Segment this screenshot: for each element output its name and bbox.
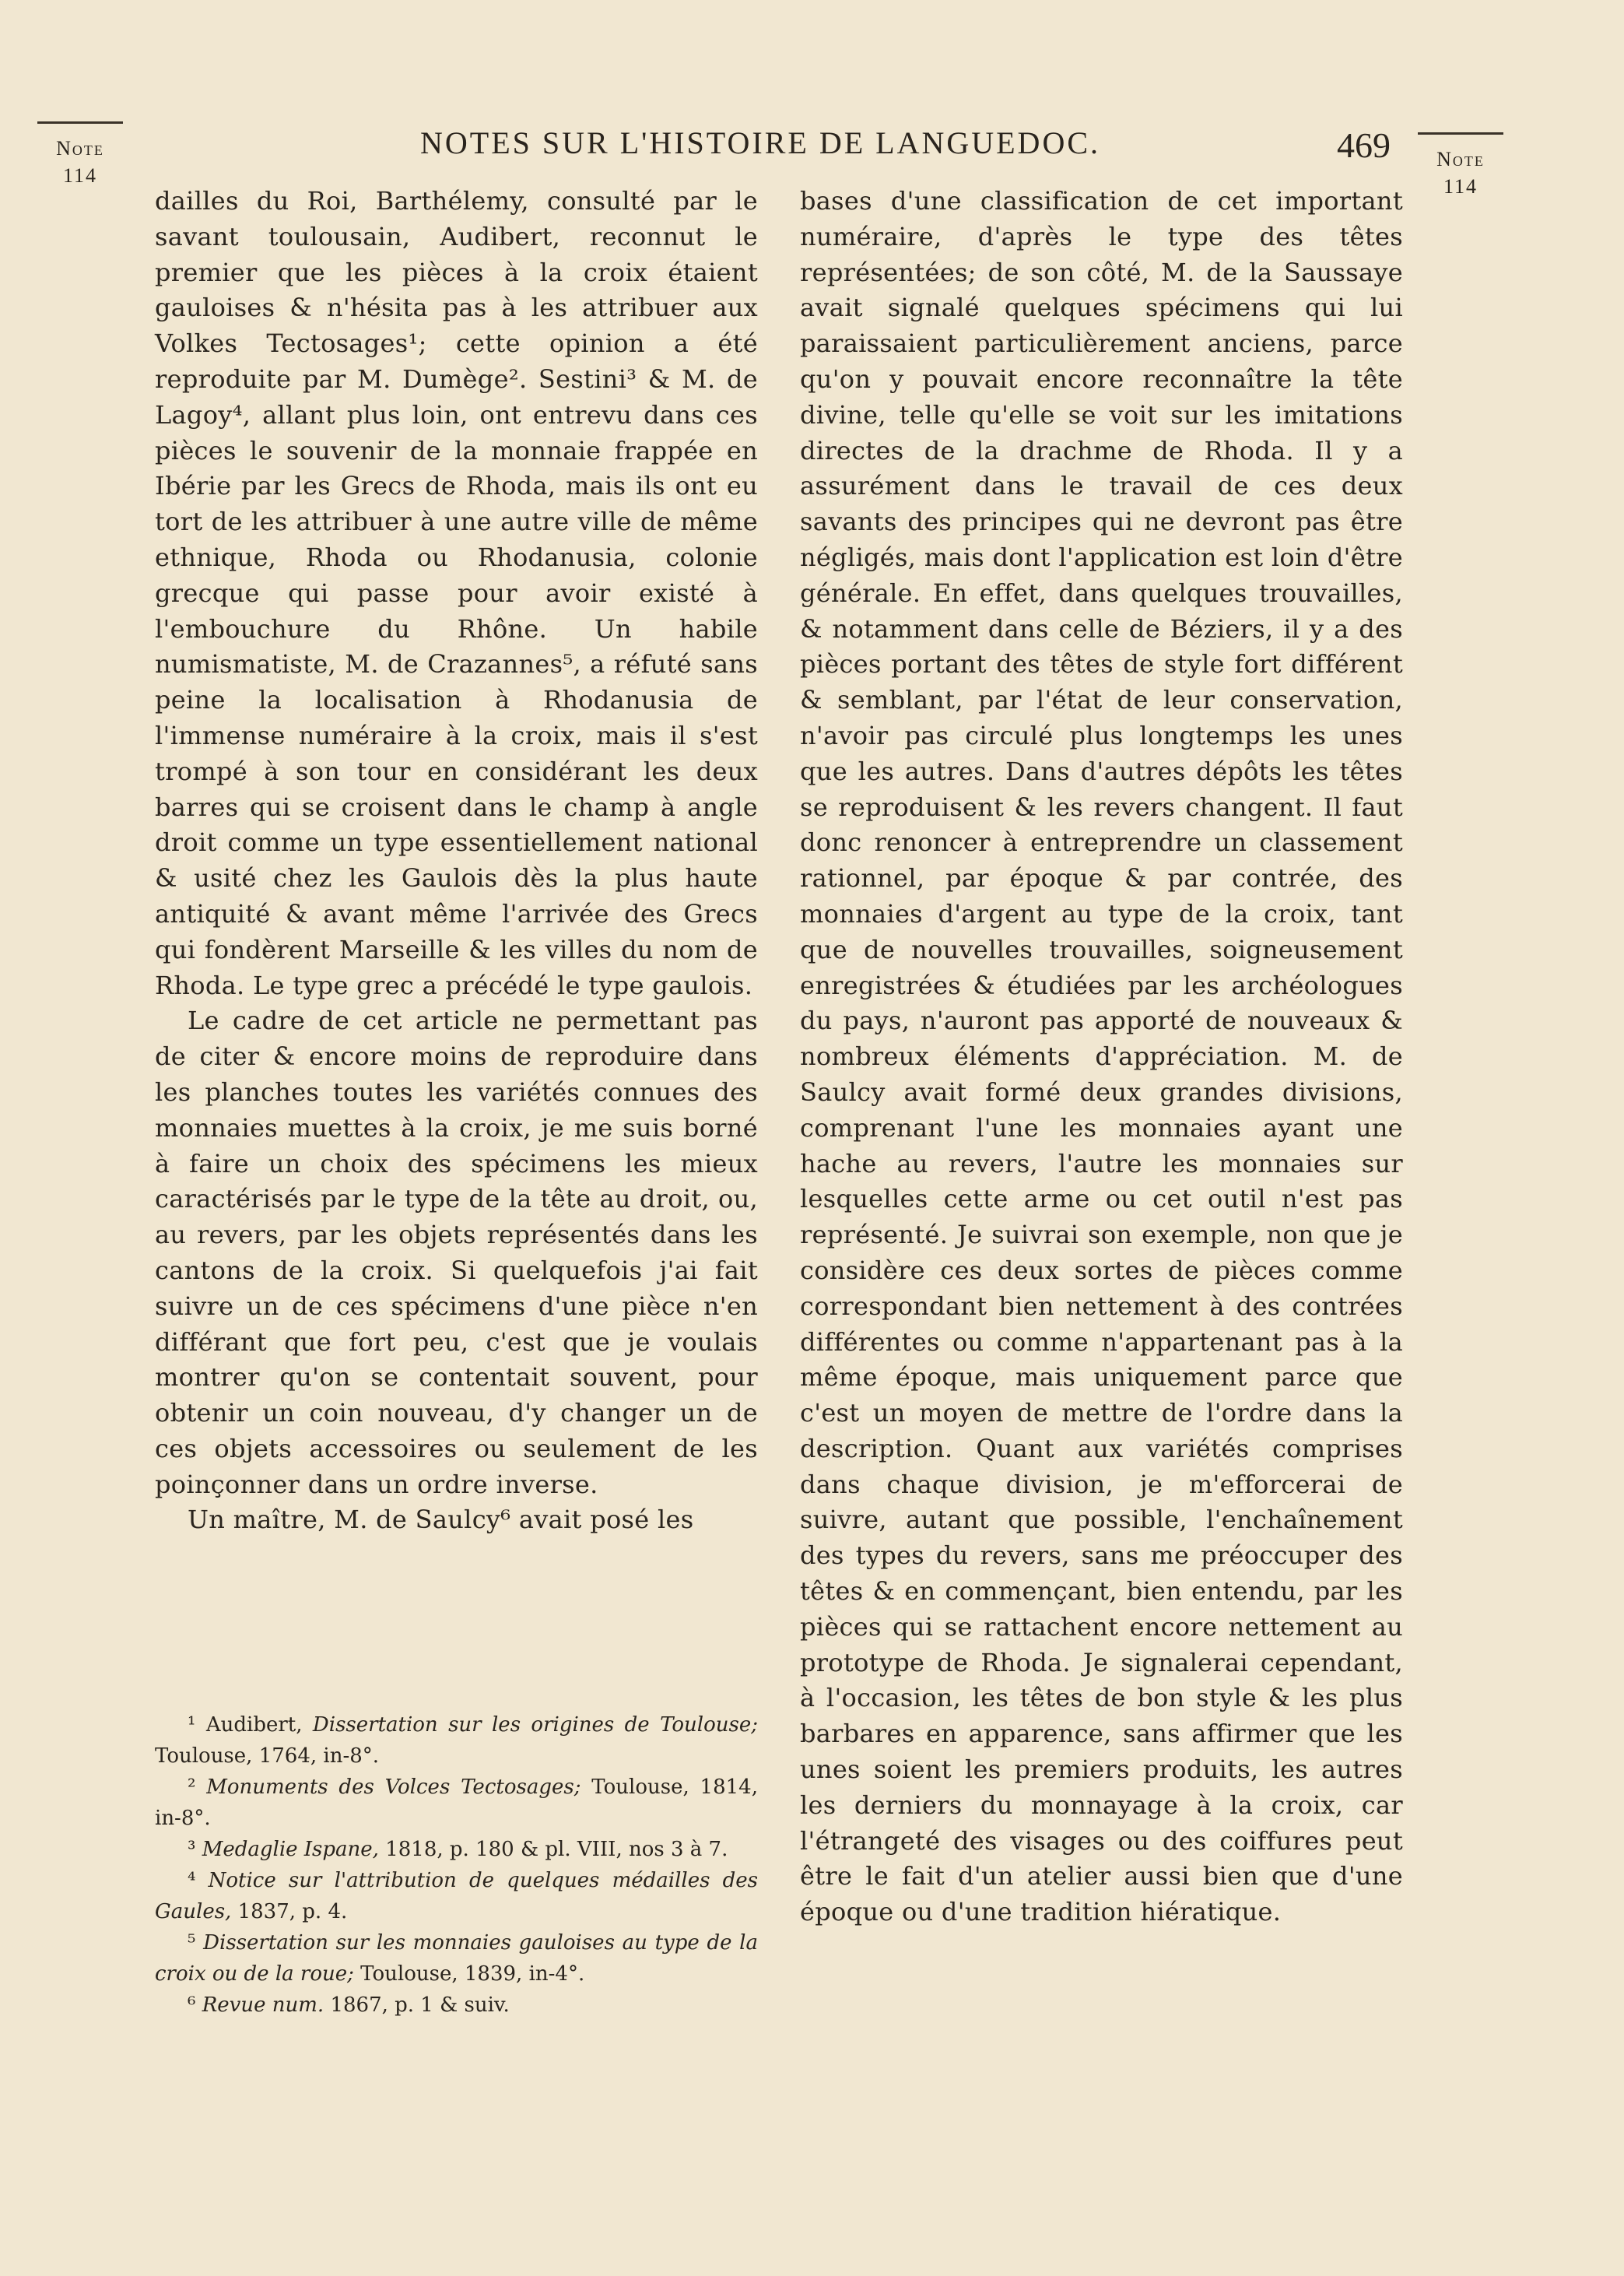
footnote-1: ¹ Audibert, Dissertation sur les origines de Toulouse; Toulouse, 1764, in-8°. [155, 1713, 759, 1768]
left-column [155, 184, 758, 1538]
paragraph: bases d'une classification de cet important numéraire, d'après le type des têtes représentées; de son côté, M. de la Saussaye avait signalé quelques spécimens qui lui paraissaient particulièrement anciens, parce qu'on y pouvait encore reconnaître la tête divine, telle qu'elle se voit sur les imitations directes de la drachme de Rhoda. Il y a assurément dans le travail de ces deux savants des principes qui ne devront pas être négligés, mais dont l'application est loin d'être générale. En effet, dans quelques trouvailles, & notamment dans celle de Béziers, il y a des pièces portant des têtes de style fort différent & semblant, par l'état de leur conservation, n'avoir pas circulé plus longtemps les unes que les autres. Dans d'autres dépôts les têtes se reproduisent & les revers changent. Il faut donc renoncer à entreprendre un classement rationnel, par époque & par contrée, des monnaies d'argent au type de la croix, tant que de nouvelles trouvailles, soigneusement enregistrées & étudiées par les archéologues du pays, n'auront pas apporté de nouveaux & nombreux éléments d'appréciation. M. de Saulcy avait formé deux grandes divisions, comprenant l'une les monnaies ayant une hache au revers, l'autre les monnaies sur lesquelles cette arme ou cet outil n'est pas représenté. Je suivrai son exemple, non que je considère ces deux sortes de pièces comme correspondant bien nettement à des contrées différentes ou comme n'appartenant pas à la même époque, mais uniquement parce que c'est un moyen de mettre de l'ordre dans la description. Quant aux variétés comprises dans chaque division, je m'efforcerai de suivre, autant que possible, l'enchaînement des types du revers, sans me préoccuper des têtes & en commençant, bien entendu, par les pièces qui se rattachent encore nettement au prototype de Rhoda. Je signalerai cependant, à l'occasion, les têtes de bon style & les plus barbares en apparence, sans affirmer que les unes soient les premiers produits, les autres les derniers du monnayage à la croix, car l'étrangeté des visages ou des coiffures peut être le fait d'un atelier aussi bien que d'une époque ou d'une tradition hiératique. [800, 186, 1403, 1927]
footnote-3: ³ Medaglie Ispane, 1818, p. 180 & pl. VIII, nos 3 à 7. [188, 1838, 728, 1861]
margin-rule [1418, 132, 1503, 135]
footnotes [155, 1709, 758, 2021]
margin-note-number: 114 [1443, 175, 1478, 198]
margin-note-label: Note [56, 137, 104, 160]
margin-note-left [37, 121, 123, 189]
footnote-6: ⁶ Revue num. 1867, p. 1 & suiv. [188, 1993, 510, 2017]
margin-note-label: Note [1436, 148, 1485, 170]
paragraph: Le cadre de cet article ne permettant pas de citer & encore moins de reproduire dans les planches toutes les variétés connues des monnaies muettes à la croix, je me suis borné à faire un choix des spécimens les mieux caractérisés par le type de la tête au droit, ou, au revers, par les objets représentés dans les cantons de la croix. Si quelquefois j'ai fait suivre un de ces spécimens d'une pièce n'en différant que fort peu, c'est que je voulais montrer qu'on se contentait souvent, pour obtenir un coin nouveau, d'y changer un de ces objets accessoires ou seulement de les poinçonner dans un ordre inverse. [155, 1006, 758, 1499]
margin-note-number: 114 [62, 164, 98, 188]
page-number: 469 [1337, 125, 1391, 165]
paragraph: Un maître, M. de Saulcy⁶ avait posé les [188, 1505, 694, 1535]
right-column [800, 184, 1403, 1930]
footnote-5: ⁵ Dissertation sur les monnaies gauloises au type de la croix ou de la roue; Toulouse, 1839, in-4°. [155, 1931, 758, 1986]
running-header: NOTES SUR L'HISTOIRE DE LANGUEDOC. [420, 125, 1101, 160]
paragraph: dailles du Roi, Barthélemy, consulté par le savant toulousain, Audibert, reconnut le premier que les pièces à la croix étaient gauloises & n'hésita pas à les attribuer aux Volkes Tectosages¹; cette opinion a été reproduite par M. Dumège². Sestini³ & M. de Lagoy⁴, allant plus loin, ont entrevu dans ces pièces le souvenir de la monnaie frappée en Ibérie par les Grecs de Rhoda, mais ils ont eu tort de les attribuer à une autre ville de même ethnique, Rhoda ou Rhodanusia, colonie grecque qui passe pour avoir existé à l'embouchure du Rhône. Un habile numismatiste, M. de Crazannes⁵, a réfuté sans peine la localisation à Rhodanusia de l'immense numéraire à la croix, mais il s'est trompé à son tour en considérant les deux barres qui se croisent dans le champ à angle droit comme un type essentiellement national & usité chez les Gaulois dès la plus haute antiquité & avant même l'arrivée des Grecs qui fondèrent Marseille & les villes du nom de Rhoda. Le type grec a précédé le type gaulois. [155, 186, 758, 1000]
margin-note-right [1418, 132, 1503, 200]
margin-rule [37, 121, 123, 124]
footnote-2: ² Monuments des Volces Tectosages; Toulouse, 1814, in-8°. [155, 1775, 758, 1830]
footnote-4: ⁴ Notice sur l'attribution de quelques médailles des Gaules, 1837, p. 4. [155, 1869, 758, 1923]
